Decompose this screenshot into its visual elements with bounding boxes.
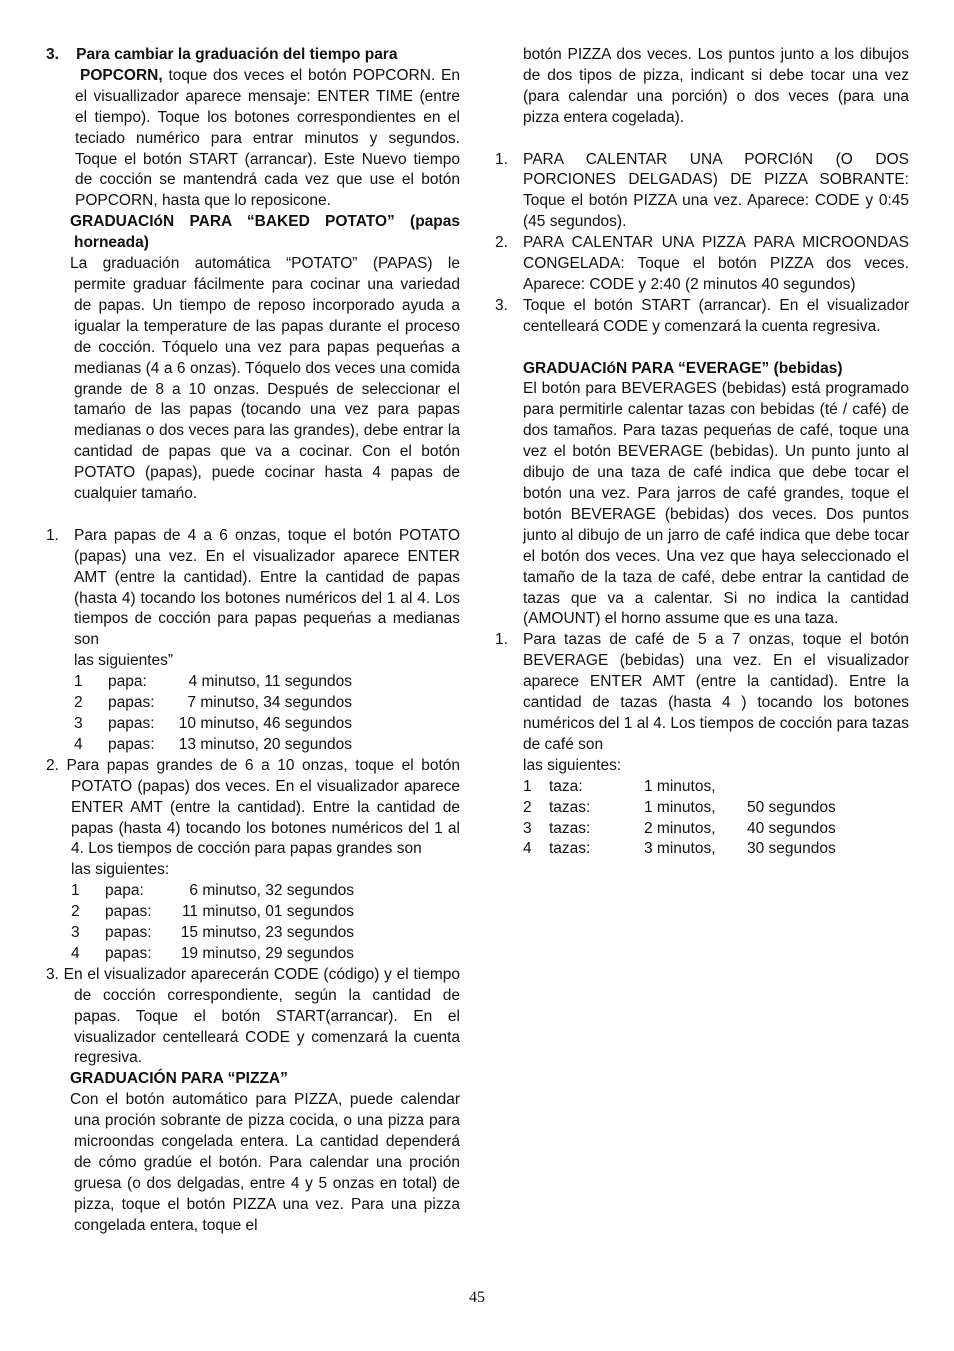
popcorn-keyword: POPCORN, [80,66,163,84]
beverage-times-table [523,777,857,861]
row-time: 10 minutso, 46 segundos [178,714,352,732]
step-number: 1. [495,631,508,649]
step-number: 3. [495,296,508,314]
pizza-step [495,150,909,234]
row-time: 19 minutso, 29 segundos [180,944,354,962]
table-row [74,735,352,756]
row-label: tazas: [549,840,591,858]
row-time: 11 minutso, 01 segundos [181,903,354,921]
pizza-paragraph-cont: botón PIZZA dos veces. Los puntos junto a los dibujos de dos tipos de pizza, indicant si debe tocar una vez (para calendar una porción) o dos veces (para una pizza entera cogelada). [523,46,909,126]
step-number: 2. [495,234,508,252]
row-label: taza: [549,777,583,795]
table-row [74,672,352,693]
step-number: 1. [495,150,508,168]
table-row [74,693,352,714]
row-seconds [747,777,857,798]
row-minutes: 1 minutos, [644,777,716,795]
step-text: Toque el botón START (arrancar). En el visualizador centelleará CODE y comenzará la cuenta regresiva. [523,296,909,335]
potato-step-2-tail: las siguientes: [71,861,170,879]
step-tail: las siguientes” [74,652,174,670]
row-count: 2 [74,694,83,712]
row-label: papas: [105,944,152,962]
beverage-paragraph: El botón para BEVERAGES (bebidas) está programado para permitirle calentar tazas con bebidas (té / café) de dos tamaños. Para tazas pequeńas de café, toque una vez el botón BEVERAGE (bebidas). Un punto junto al dibujo de una taza de café indica que debe tocar el botón una vez. Para jarros de café grandes, toque el botón BEVERAGE (bebidas) dos veces. Dos puntos junto al dibujo de un jarro de café indica que debe tocar el botón dos veces. Una vez que haya seleccionado el tamaño de la taza de café, debe entrar la cantidad de tazas que va a calentar. Si no indica la cantidad (AMOUNT) el horno assume que es una taza. [523,380,909,628]
table-row [523,798,857,819]
row-seconds: 50 segundos [747,798,836,816]
step-text: PARA CALENTAR UNA PIZZA PARA MICROONDAS CONGELADA: Toque el botón PIZZA dos veces. Aparece: CODE y 2:40 (2 minutos 40 segundos) [523,234,909,293]
row-label: papas: [105,903,152,921]
table-row [71,902,354,923]
table-row [523,839,857,860]
row-count: 1 [523,777,532,795]
row-label: papas: [108,735,155,753]
row-count: 4 [74,735,83,753]
step-text: Para tazas de café de 5 a 7 onzas, toque el botón BEVERAGE (bebidas) una vez. En el visualizador aparece ENTER AMT (entre la cantidad). Entre la cantidad de tazas (hasta 4 ) tocando los botones numéricos del 1 al 4. Los tiempos de cocción para tazas de café son [523,631,909,753]
table-row [71,944,354,965]
table-row [71,881,354,902]
large-potato-times-table [71,881,354,965]
row-count: 3 [71,924,80,942]
page-number: 45 [469,1289,485,1306]
beverage-heading: GRADUACIóN PARA “EVERAGE” (bebidas) [523,359,843,377]
potato-intro: La graduación automática “POTATO” (PAPAS) le permite graduar fácilmente para cocinar una variedad de papas. Un tiempo de reposo incorporado ayuda a igualar la temperature de las papas durante el proceso de cocción. Tóquelo una vez para papas pequeńas a medianas (4 a 6 onzas). Tóquelo dos veces una comida grande de 8 a 10 onzas. Después de seleccionar el tamańo de las papas (tocando una vez para papas medianas o dos veces para las grandes), debe entrar la cantidad de papas que va a cocinar. Con el botón POTATO (papas), puede cocinar hasta 4 papas de cualquier tamańo. [70,255,460,503]
row-count: 1 [71,882,80,900]
row-count: 2 [523,798,532,816]
row-label: papas: [105,924,152,942]
row-count: 3 [74,714,83,732]
beverage-step-1 [495,630,909,776]
small-potato-times-table [74,672,352,756]
potato-step-3: 3. En el visualizador aparecerán CODE (código) y el tiempo de cocción correspondiente, según la cantidad de papas. Toque el botón START(arrancar). En el visualizador centelleará CODE y comenzará la cuenta regresiva. [46,965,460,1067]
popcorn-title: Para cambiar la graduación del tiempo para [76,46,398,63]
table-row [74,714,352,735]
pizza-heading: GRADUACIÓN PARA “PIZZA” [70,1070,288,1088]
row-count: 1 [74,673,83,691]
step-text: PARA CALENTAR UNA PORCIóN (O DOS PORCIONES DELGADAS) DE PIZZA SOBRANTE: Toque el botón PIZZA una vez. Aparece: CODE y 0:45 (45 segundos). [523,150,909,231]
popcorn-paragraph [46,66,460,212]
row-minutes: 1 minutos, [644,798,716,816]
row-time: 15 minutso, 23 segundos [180,924,354,942]
row-label: papas: [108,714,155,732]
pizza-paragraph: Con el botón automático para PIZZA, puede calendar una proción sobrante de pizza cocida, o una pizza para microondas congelada entera. La cantidad dependerá de cómo gradúe el botón. Para calendar una proción gruesa (o dos delgadas, entre 4 y 5 onzas en total) de pizza, toque el botón PIZZA una vez. Para una pizza congelada entera, toque el [70,1091,460,1234]
potato-heading: GRADUACIóN PARA “BAKED POTATO” (papas horneada) [70,213,460,252]
popcorn-text: toque dos veces el botón POPCORN. En el visuallizador aparece mensaje: ENTER TIME (entre el tiempo). Toque los botones correspondientes en el teciado numérico para entrar minutos y segundos. Toque el botón START (arrancar). Este Nuevo tiempo de cocción se mantendrá cada vez que use el botón POPCORN, hasta que lo reposicone. [75,66,460,210]
row-label: papa: [105,882,144,900]
row-seconds: 40 segundos [747,819,836,837]
row-count: 4 [71,944,80,962]
pizza-step [495,233,909,296]
pizza-steps [495,150,909,338]
pizza-step [495,296,909,338]
row-time: 7 minutso, 34 segundos [187,694,352,712]
row-minutes: 2 minutos, [644,819,716,837]
row-label: tazas: [549,819,591,837]
potato-step-1 [46,526,460,672]
row-count: 2 [71,903,80,921]
table-row [523,777,857,798]
left-column [46,45,460,1237]
step-tail: las siguientes: [523,756,622,774]
popcorn-title-line: 3. Para cambiar la graduación del tiempo para [46,46,398,63]
step-number: 1. [46,526,59,544]
right-column [495,45,909,860]
row-minutes: 3 minutos, [644,840,716,858]
row-time: 4 minutso, 11 segundos [188,673,352,691]
table-row [523,819,857,840]
row-time: 6 minutso, 32 segundos [189,882,354,900]
row-count: 3 [523,819,532,837]
row-count: 4 [523,840,532,858]
row-label: tazas: [549,798,591,816]
table-row [71,923,354,944]
row-label: papas: [108,694,155,712]
row-label: papa: [108,673,147,691]
row-time: 13 minutso, 20 segundos [178,735,352,753]
potato-step-2: 2. Para papas grandes de 6 a 10 onzas, toque el botón POTATO (papas) dos veces. En el visualizador aparece ENTER AMT (entre la cantidad). Entre la cantidad de papas (hasta 4) tocando los botones numéricos del 1 al 4. Los tiempos de cocción para papas grandes son [46,756,460,858]
row-seconds: 30 segundos [747,840,836,858]
step-text: Para papas de 4 a 6 onzas, toque el botón POTATO (papas) una vez. En el visualizador aparece ENTER AMT (entre la cantidad). Entre la cantidad de papas (hasta 4) tocando los botones numéricos del 1 al 4. Los tiempos de cocción para papas pequeńas a medianas son [74,526,460,649]
